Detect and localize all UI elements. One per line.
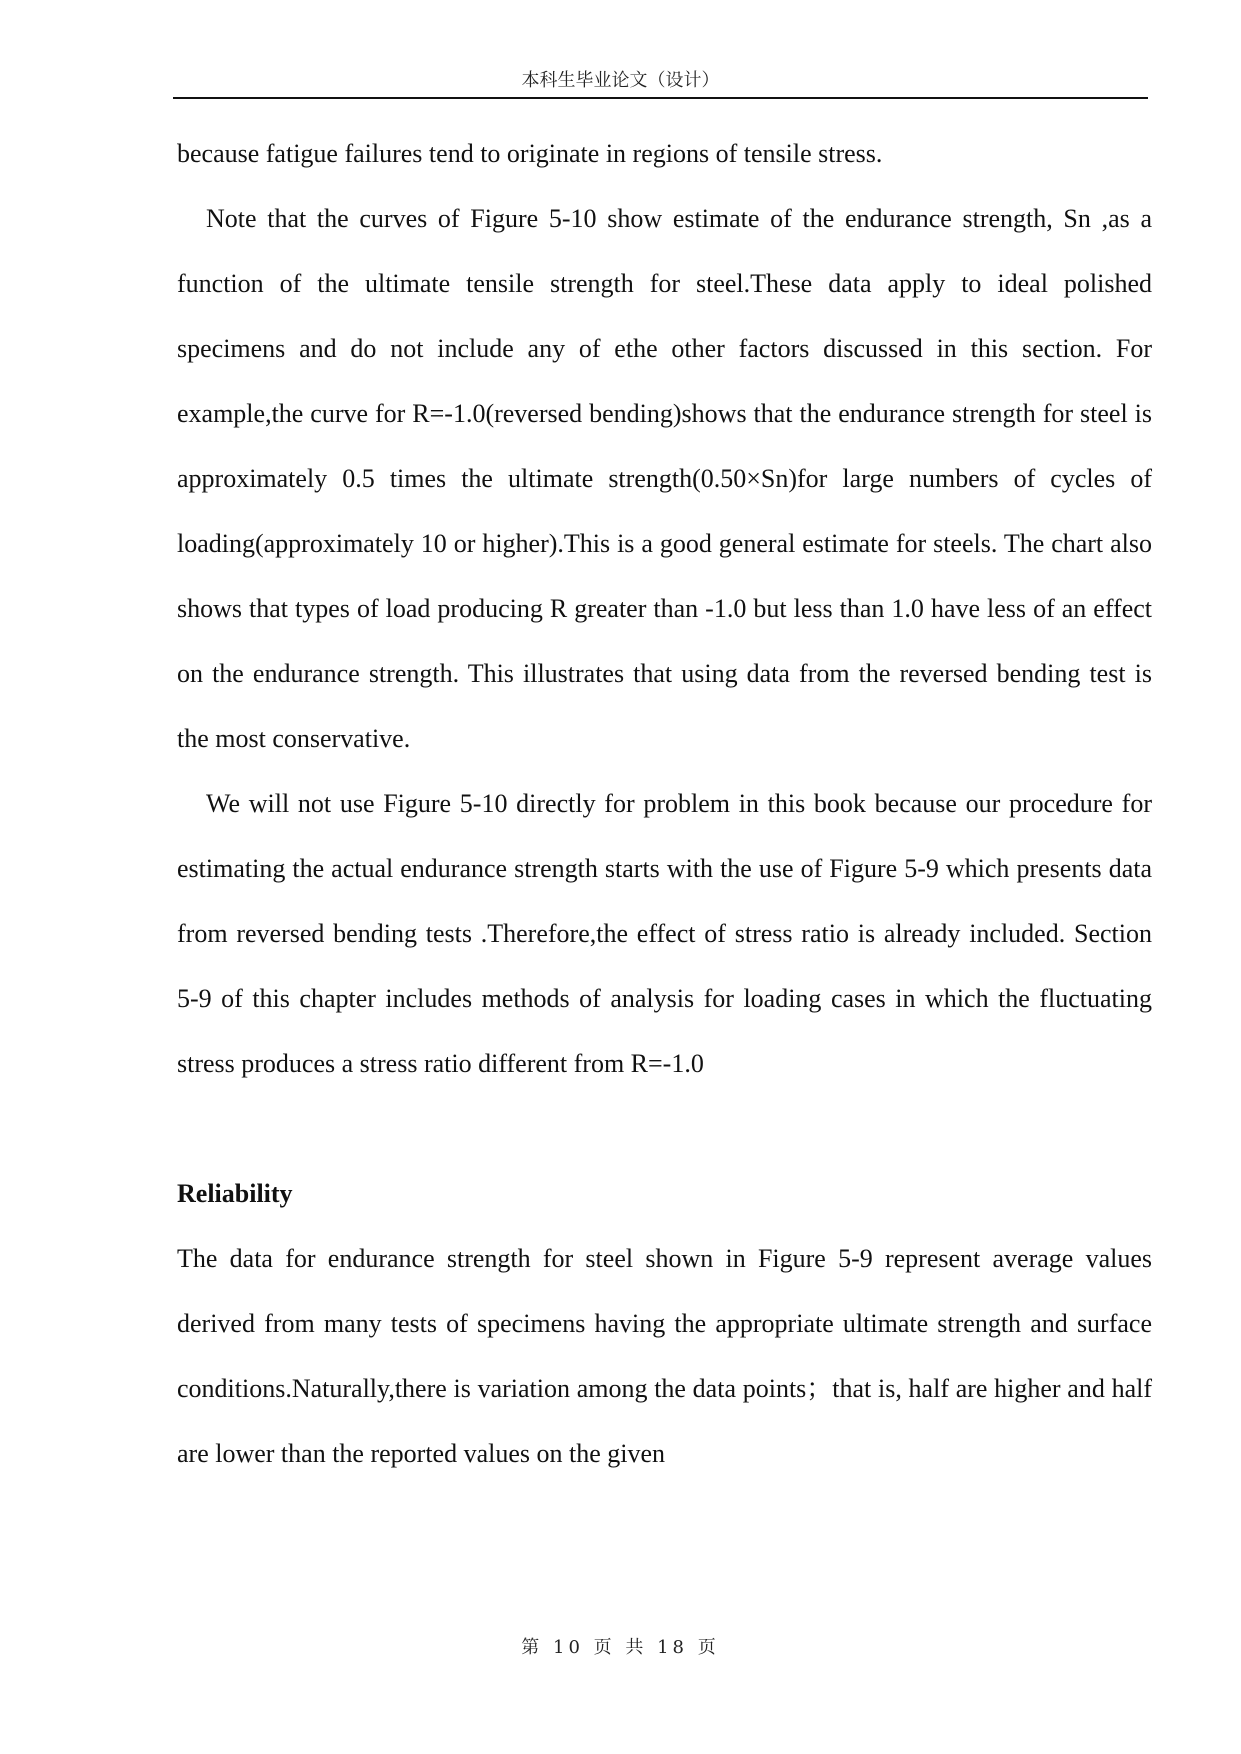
page-header-title: 本科生毕业论文（设计） bbox=[521, 70, 720, 91]
paragraph-figure-5-10: Note that the curves of Figure 5-10 show estimate of the endurance strength, Sn ,as a function of the ultimate tensile strength for steel.These data apply to ideal polished specimens and do not include any of ethe other factors discussed in this section. For example,the curve for R=-1.0(reversed bending)shows that the endurance strength for steel is approximately 0.5 times the ultimate strength(0.50×Sn)for large numbers of cycles of loading(approximately 10 or higher).This is a good general estimate for steels. The chart also shows that types of load producing R greater than -1.0 but less than 1.0 have less of an effect on the endurance strength. This illustrates that using data from the reversed bending test is the most conservative. bbox=[177, 204, 1152, 753]
page-body bbox=[177, 121, 1152, 1486]
paragraph-figure-5-9: We will not use Figure 5-10 directly for problem in this book because our procedure for estimating the actual endurance strength starts with the use of Figure 5-9 which presents data from reversed bending tests .Therefore,the effect of stress ratio is already included. Section 5-9 of this chapter includes methods of analysis for loading cases in which the fluctuating stress produces a stress ratio different from R=-1.0 bbox=[177, 789, 1152, 1078]
header-divider bbox=[173, 97, 1148, 99]
page-number-footer: 第 10 页 共 18 页 bbox=[521, 1637, 720, 1658]
section-heading: Reliability bbox=[177, 1179, 293, 1208]
paragraph-reliability: The data for endurance strength for steel shown in Figure 5-9 represent average values derived from many tests of specimens having the appropriate ultimate strength and surface conditions.Naturally,there is variation among the data points；that is, half are higher and half are lower than the reported values on the given bbox=[177, 1244, 1152, 1468]
paragraph-continuation: because fatigue failures tend to originate in regions of tensile stress. bbox=[177, 139, 883, 168]
